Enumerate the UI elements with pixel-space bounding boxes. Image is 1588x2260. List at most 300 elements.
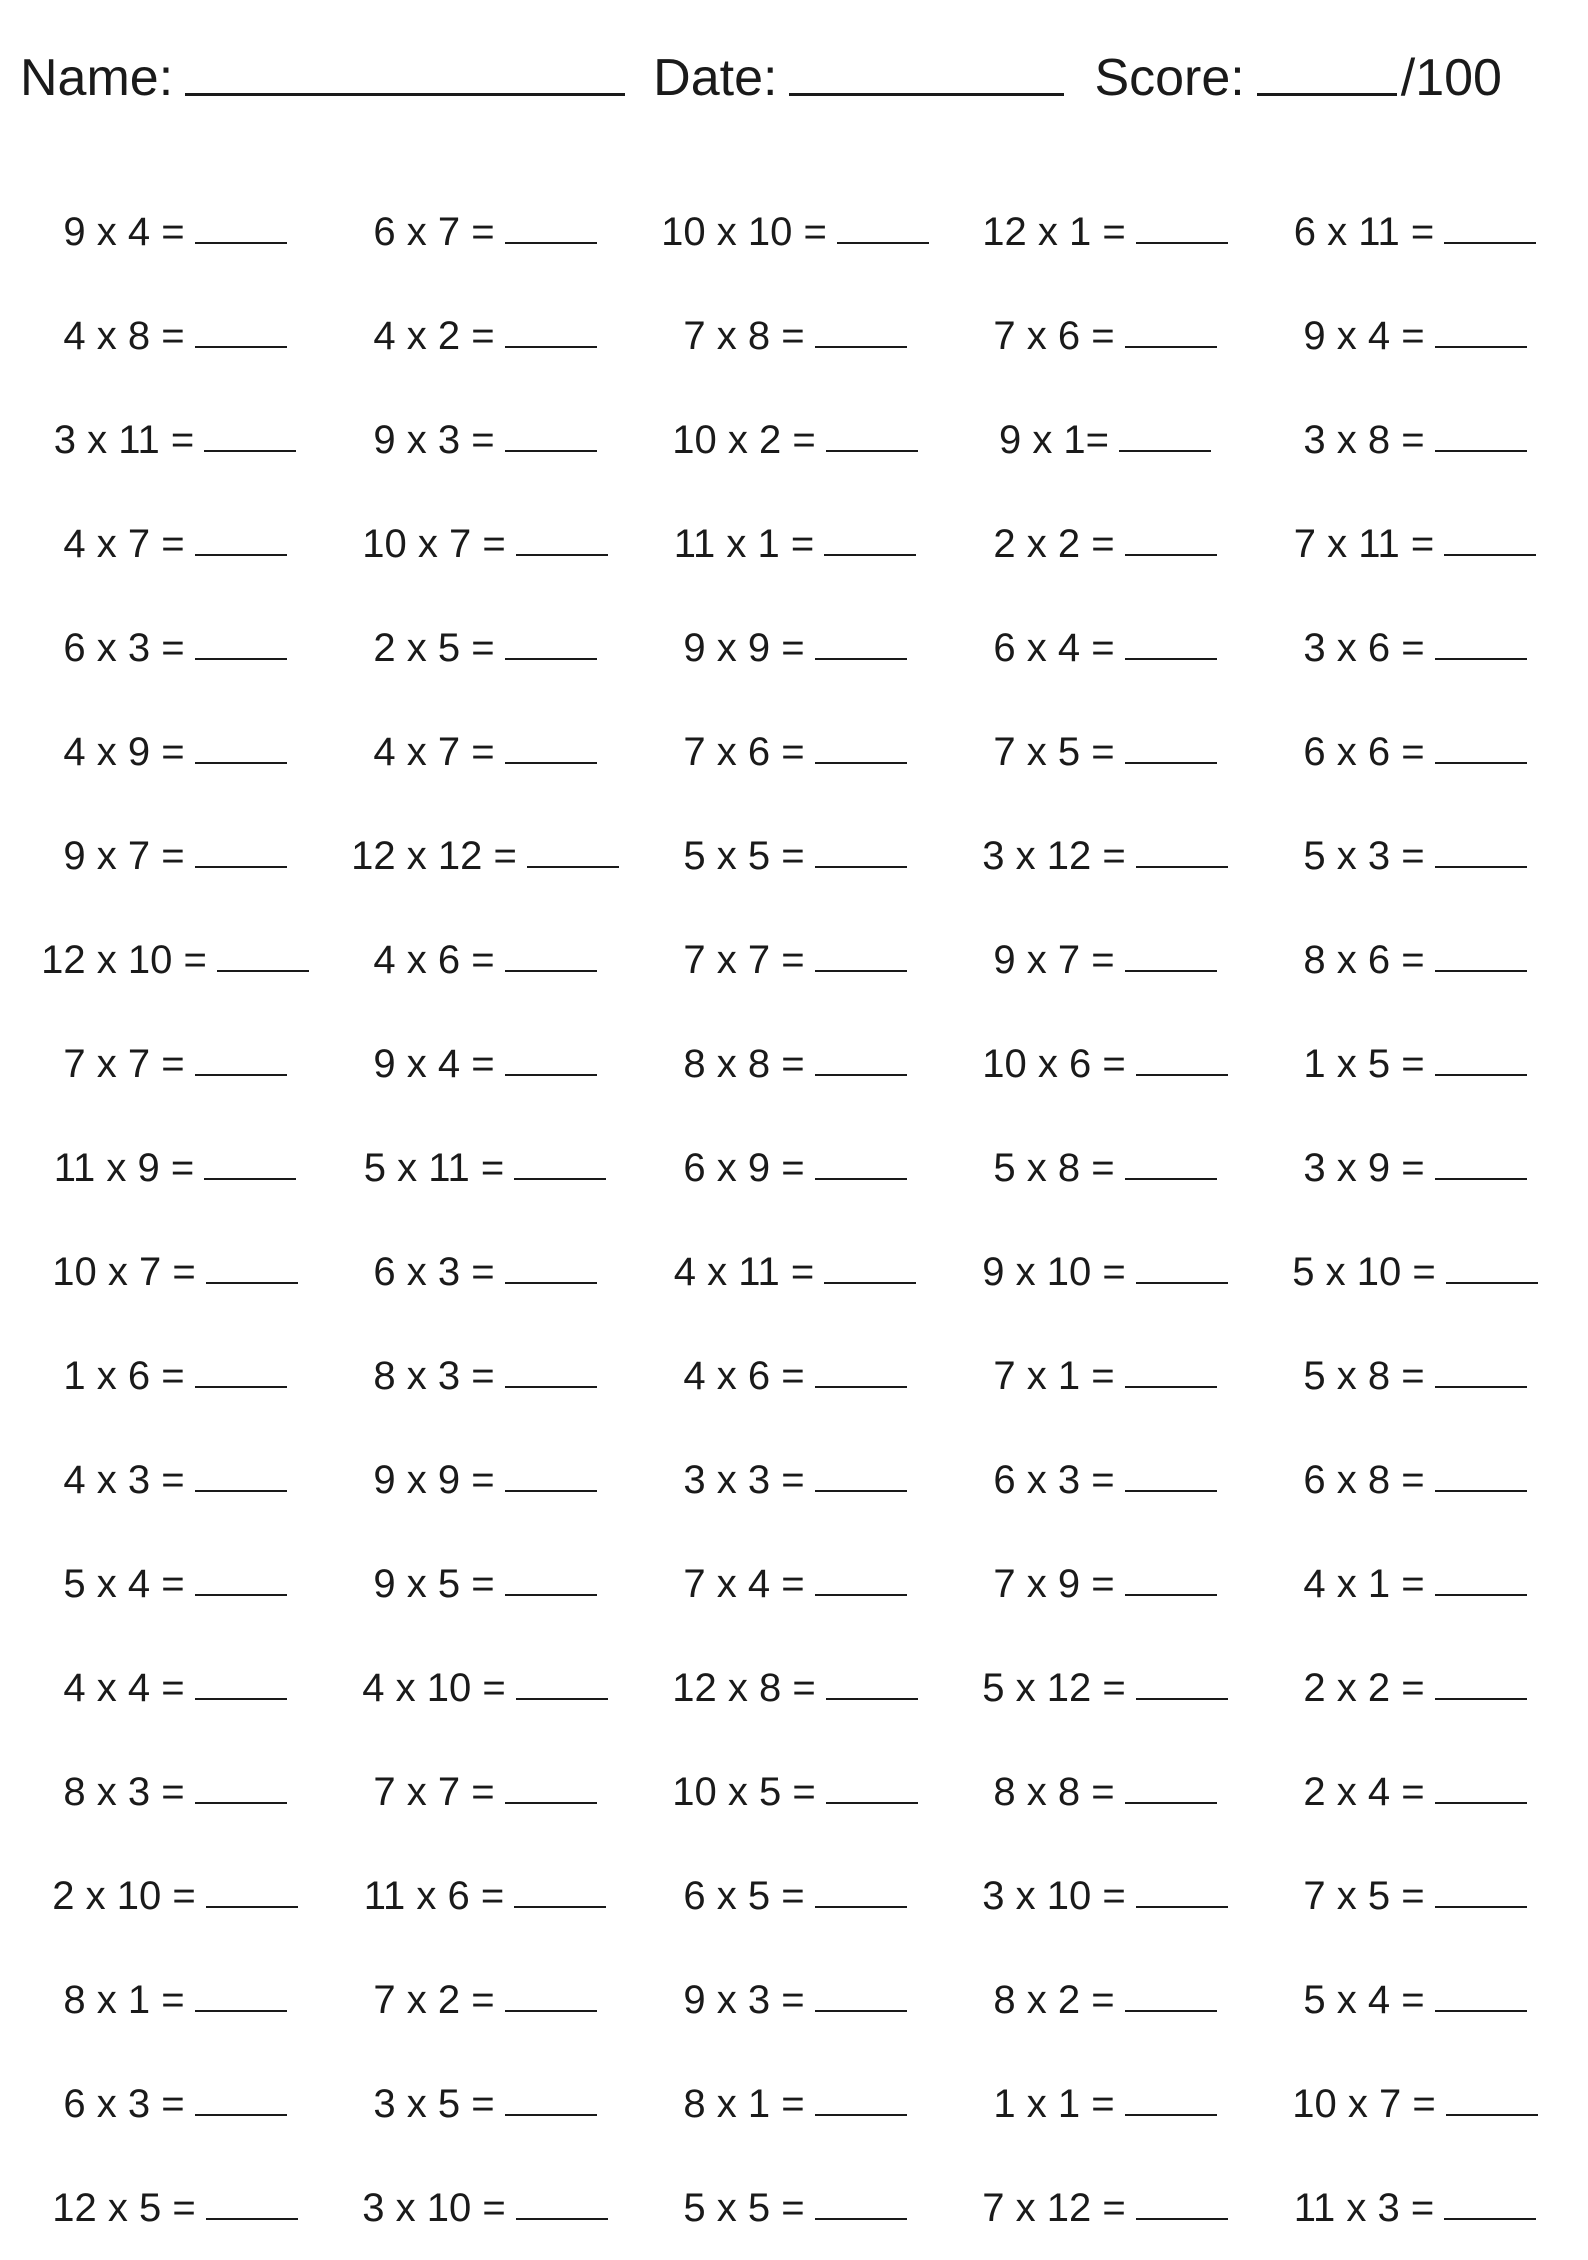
problem-text: 1 x 6 = [63,1353,185,1398]
problem-cell [20,804,330,908]
problem-cell [1260,1636,1570,1740]
answer-field[interactable] [505,450,597,452]
date-label: Date: [653,49,778,107]
problem-text: 11 x 6 = [363,1873,505,1918]
answer-field[interactable] [1435,658,1527,660]
problem-text: 7 x 4 = [683,1561,805,1606]
answer-field[interactable] [1446,1282,1538,1284]
problem-cell [640,1220,950,1324]
problem-text: 1 x 1 = [993,2081,1115,2126]
problem-cell [950,1532,1260,1636]
problem-cell [950,1012,1260,1116]
answer-field[interactable] [837,242,929,244]
problem-text: 7 x 7 = [373,1769,495,1814]
problem-cell [330,1844,640,1948]
problem-text: 5 x 8 = [993,1145,1115,1190]
answer-field[interactable] [1125,1490,1217,1492]
problem-text: 12 x 12 = [351,833,517,878]
problem-cell [1260,1428,1570,1532]
problem-cell [950,2156,1260,2260]
problem-cell [640,596,950,700]
problem-grid [20,180,1570,2230]
answer-field[interactable] [815,970,907,972]
problem-text: 8 x 8 = [683,1041,805,1086]
name-field[interactable] [185,93,625,96]
problem-text: 10 x 2 = [672,417,816,462]
problem-text: 8 x 8 = [993,1769,1115,1814]
problem-cell [640,700,950,804]
answer-field[interactable] [195,346,287,348]
problem-cell [1260,388,1570,492]
answer-field[interactable] [527,866,619,868]
answer-field[interactable] [1125,346,1217,348]
problem-text: 3 x 12 = [982,833,1126,878]
answer-field[interactable] [824,554,916,556]
answer-field[interactable] [195,866,287,868]
answer-field[interactable] [505,762,597,764]
problem-cell [330,1220,640,1324]
problem-text: 1 x 5 = [1303,1041,1425,1086]
problem-text: 7 x 6 = [683,729,805,774]
problem-text: 4 x 11 = [673,1249,815,1294]
problem-cell [20,700,330,804]
problem-cell [20,180,330,284]
problem-cell [330,388,640,492]
problem-cell [640,1532,950,1636]
answer-field[interactable] [815,1490,907,1492]
problem-text: 8 x 6 = [1303,937,1425,982]
answer-field[interactable] [505,2010,597,2012]
answer-field[interactable] [206,1282,298,1284]
answer-field[interactable] [1136,2218,1228,2220]
problem-text: 10 x 7 = [1292,2081,1436,2126]
answer-field[interactable] [505,1074,597,1076]
problem-cell [950,1948,1260,2052]
problem-text: 5 x 10 = [1292,1249,1436,1294]
problem-cell [950,596,1260,700]
answer-field[interactable] [815,2010,907,2012]
answer-field[interactable] [505,1802,597,1804]
problem-cell [1260,908,1570,1012]
answer-field[interactable] [1435,762,1527,764]
answer-field[interactable] [505,970,597,972]
answer-field[interactable] [1435,970,1527,972]
problem-cell [950,492,1260,596]
answer-field[interactable] [516,554,608,556]
answer-field[interactable] [1435,1490,1527,1492]
problem-cell [950,804,1260,908]
problem-text: 9 x 3 = [683,1977,805,2022]
problem-text: 3 x 8 = [1303,417,1425,462]
answer-field[interactable] [1125,1386,1217,1388]
problem-cell [1260,2052,1570,2156]
problem-cell [950,1324,1260,1428]
problem-text: 4 x 3 = [63,1457,185,1502]
problem-cell [950,700,1260,804]
problem-cell [1260,1532,1570,1636]
problem-text: 5 x 12 = [982,1665,1126,1710]
answer-field[interactable] [815,1386,907,1388]
answer-field[interactable] [1446,2114,1538,2116]
problem-text: 3 x 11 = [53,417,195,462]
answer-field[interactable] [826,1802,918,1804]
answer-field[interactable] [1435,1386,1527,1388]
problem-text: 9 x 5 = [373,1561,495,1606]
answer-field[interactable] [204,1178,296,1180]
worksheet-header [20,38,1570,108]
problem-cell [330,2052,640,2156]
problem-text: 7 x 6 = [993,313,1115,358]
problem-text: 9 x 7 = [993,937,1115,982]
problem-text: 12 x 8 = [672,1665,816,1710]
problem-text: 6 x 8 = [1303,1457,1425,1502]
answer-field[interactable] [1136,1906,1228,1908]
problem-text: 2 x 2 = [1303,1665,1425,1710]
answer-field[interactable] [505,658,597,660]
answer-field[interactable] [206,1906,298,1908]
problem-cell [20,492,330,596]
problem-text: 4 x 6 = [373,937,495,982]
answer-field[interactable] [1435,1802,1527,1804]
problem-text: 3 x 10 = [982,1873,1126,1918]
answer-field[interactable] [195,2114,287,2116]
problem-text: 4 x 10 = [362,1665,506,1710]
problem-cell [330,284,640,388]
answer-field[interactable] [1444,554,1536,556]
answer-field[interactable] [815,1074,907,1076]
problem-cell [20,1012,330,1116]
answer-field[interactable] [217,970,309,972]
answer-field[interactable] [815,866,907,868]
problem-cell [1260,492,1570,596]
problem-cell [20,1116,330,1220]
answer-field[interactable] [815,658,907,660]
problem-cell [640,1012,950,1116]
problem-text: 5 x 4 = [63,1561,185,1606]
problem-text: 4 x 6 = [683,1353,805,1398]
answer-field[interactable] [505,1594,597,1596]
answer-field[interactable] [1125,2010,1217,2012]
problem-text: 7 x 2 = [373,1977,495,2022]
problem-cell [640,804,950,908]
problem-text: 11 x 1 = [673,521,815,566]
problem-cell [1260,1116,1570,1220]
answer-field[interactable] [505,242,597,244]
problem-text: 2 x 2 = [993,521,1115,566]
problem-text: 10 x 6 = [982,1041,1126,1086]
answer-field[interactable] [505,346,597,348]
answer-field[interactable] [516,1698,608,1700]
problem-cell [640,492,950,596]
problem-text: 9 x 4 = [373,1041,495,1086]
answer-field[interactable] [195,1802,287,1804]
problem-cell [640,1116,950,1220]
answer-field[interactable] [505,2114,597,2116]
answer-field[interactable] [514,1906,606,1908]
answer-field[interactable] [1435,2010,1527,2012]
problem-text: 2 x 5 = [373,625,495,670]
problem-text: 4 x 4 = [63,1665,185,1710]
date-field[interactable] [789,93,1064,96]
problem-cell [950,1636,1260,1740]
problem-text: 6 x 3 = [63,625,185,670]
problem-text: 10 x 10 = [661,209,827,254]
problem-cell [1260,180,1570,284]
problem-cell [640,1636,950,1740]
problem-text: 5 x 5 = [683,2185,805,2230]
problem-text: 11 x 3 = [1293,2185,1435,2230]
problem-cell [20,1532,330,1636]
answer-field[interactable] [1136,1282,1228,1284]
score-label: Score: [1094,49,1245,107]
answer-field[interactable] [516,2218,608,2220]
problem-cell [20,2052,330,2156]
problem-text: 10 x 7 = [52,1249,196,1294]
answer-field[interactable] [195,554,287,556]
answer-field[interactable] [195,1386,287,1388]
answer-field[interactable] [505,1282,597,1284]
answer-field[interactable] [195,242,287,244]
problem-cell [330,1012,640,1116]
problem-text: 12 x 10 = [41,937,207,982]
answer-field[interactable] [1125,762,1217,764]
problem-cell [640,908,950,1012]
problem-cell [640,1948,950,2052]
problem-text: 3 x 10 = [362,2185,506,2230]
answer-field[interactable] [1125,554,1217,556]
answer-field[interactable] [1136,1698,1228,1700]
problem-cell [1260,1324,1570,1428]
answer-field[interactable] [1435,1074,1527,1076]
problem-cell [950,1844,1260,1948]
answer-field[interactable] [195,2010,287,2012]
problem-text: 3 x 5 = [373,2081,495,2126]
problem-cell [20,388,330,492]
problem-cell [1260,1844,1570,1948]
problem-cell [20,1220,330,1324]
problem-text: 8 x 3 = [63,1769,185,1814]
problem-text: 4 x 7 = [373,729,495,774]
problem-text: 7 x 7 = [683,937,805,982]
problem-text: 5 x 11 = [363,1145,505,1190]
problem-cell [950,1116,1260,1220]
problem-cell [20,596,330,700]
problem-text: 9 x 1= [998,417,1110,462]
problem-cell [20,1428,330,1532]
problem-text: 8 x 3 = [373,1353,495,1398]
problem-text: 4 x 8 = [63,313,185,358]
problem-cell [640,180,950,284]
answer-field[interactable] [195,658,287,660]
problem-cell [20,1324,330,1428]
problem-cell [330,1116,640,1220]
problem-cell [950,388,1260,492]
answer-field[interactable] [1125,1594,1217,1596]
problem-cell [20,284,330,388]
answer-field[interactable] [505,1386,597,1388]
answer-field[interactable] [1125,1802,1217,1804]
problem-cell [20,1948,330,2052]
score-total: /100 [1400,49,1502,107]
answer-field[interactable] [1435,1594,1527,1596]
problem-text: 7 x 5 = [1303,1873,1425,1918]
answer-field[interactable] [815,1906,907,1908]
problem-text: 8 x 2 = [993,1977,1115,2022]
problem-cell [640,1844,950,1948]
problem-cell [640,388,950,492]
answer-field[interactable] [1435,450,1527,452]
problem-text: 7 x 11 = [1293,521,1435,566]
problem-text: 9 x 4 = [63,209,185,254]
problem-text: 5 x 5 = [683,833,805,878]
problem-text: 6 x 5 = [683,1873,805,1918]
problem-text: 4 x 2 = [373,313,495,358]
problem-cell [20,1844,330,1948]
problem-text: 9 x 3 = [373,417,495,462]
answer-field[interactable] [195,1698,287,1700]
answer-field[interactable] [195,762,287,764]
answer-field[interactable] [815,2218,907,2220]
problem-text: 11 x 9 = [53,1145,195,1190]
problem-text: 8 x 1 = [683,2081,805,2126]
problem-text: 10 x 7 = [362,521,506,566]
answer-field[interactable] [1125,658,1217,660]
problem-cell [330,1948,640,2052]
problem-cell [330,2156,640,2260]
answer-field[interactable] [815,346,907,348]
answer-field[interactable] [1125,2114,1217,2116]
problem-cell [1260,596,1570,700]
problem-text: 4 x 9 = [63,729,185,774]
problem-text: 7 x 12 = [982,2185,1126,2230]
problem-cell [640,1324,950,1428]
answer-field[interactable] [1444,242,1536,244]
answer-field[interactable] [1136,866,1228,868]
answer-field[interactable] [195,1074,287,1076]
answer-field[interactable] [1435,866,1527,868]
answer-field[interactable] [195,1594,287,1596]
answer-field[interactable] [1125,970,1217,972]
problem-cell [1260,1220,1570,1324]
answer-field[interactable] [815,1178,907,1180]
problem-text: 5 x 4 = [1303,1977,1425,2022]
problem-cell [330,1324,640,1428]
problem-cell [1260,700,1570,804]
problem-text: 4 x 1 = [1303,1561,1425,1606]
answer-field[interactable] [1435,1178,1527,1180]
score-field[interactable] [1257,93,1397,96]
problem-cell [330,1532,640,1636]
name-label: Name: [20,49,174,107]
problem-cell [20,1740,330,1844]
problem-text: 3 x 6 = [1303,625,1425,670]
problem-cell [640,2156,950,2260]
answer-field[interactable] [815,2114,907,2116]
problem-text: 5 x 3 = [1303,833,1425,878]
problem-cell [20,908,330,1012]
problem-text: 2 x 4 = [1303,1769,1425,1814]
problem-cell [640,284,950,388]
problem-cell [950,284,1260,388]
problem-cell [330,1740,640,1844]
answer-field[interactable] [1435,1906,1527,1908]
answer-field[interactable] [1125,1178,1217,1180]
answer-field[interactable] [826,450,918,452]
problem-cell [950,1428,1260,1532]
problem-text: 10 x 5 = [672,1769,816,1814]
problem-cell [330,1636,640,1740]
answer-field[interactable] [824,1282,916,1284]
problem-cell [330,596,640,700]
problem-text: 7 x 9 = [993,1561,1115,1606]
answer-field[interactable] [206,2218,298,2220]
problem-text: 3 x 3 = [683,1457,805,1502]
problem-text: 12 x 5 = [52,2185,196,2230]
problem-text: 9 x 9 = [373,1457,495,1502]
problem-cell [1260,1740,1570,1844]
problem-text: 6 x 6 = [1303,729,1425,774]
problem-text: 7 x 8 = [683,313,805,358]
answer-field[interactable] [1136,1074,1228,1076]
problem-text: 12 x 1 = [982,209,1126,254]
problem-cell [330,908,640,1012]
problem-cell [330,180,640,284]
answer-field[interactable] [826,1698,918,1700]
problem-cell [640,1428,950,1532]
problem-cell [1260,2156,1570,2260]
problem-text: 7 x 1 = [993,1353,1115,1398]
answer-field[interactable] [195,1490,287,1492]
problem-text: 9 x 9 = [683,625,805,670]
problem-cell [950,180,1260,284]
answer-field[interactable] [505,1490,597,1492]
problem-cell [640,2052,950,2156]
problem-text: 9 x 4 = [1303,313,1425,358]
problem-cell [330,700,640,804]
problem-text: 6 x 7 = [373,209,495,254]
problem-text: 6 x 3 = [63,2081,185,2126]
problem-cell [1260,284,1570,388]
problem-text: 3 x 9 = [1303,1145,1425,1190]
problem-cell [330,1428,640,1532]
problem-cell [950,1220,1260,1324]
problem-cell [330,804,640,908]
problem-text: 5 x 8 = [1303,1353,1425,1398]
answer-field[interactable] [204,450,296,452]
problem-cell [330,492,640,596]
problem-cell [1260,1012,1570,1116]
answer-field[interactable] [1435,346,1527,348]
answer-field[interactable] [1444,2218,1536,2220]
problem-text: 9 x 10 = [982,1249,1126,1294]
problem-cell [20,2156,330,2260]
answer-field[interactable] [815,762,907,764]
problem-cell [640,1740,950,1844]
problem-text: 9 x 7 = [63,833,185,878]
problem-text: 6 x 9 = [683,1145,805,1190]
answer-field[interactable] [1119,450,1211,452]
answer-field[interactable] [1435,1698,1527,1700]
problem-text: 8 x 1 = [63,1977,185,2022]
answer-field[interactable] [815,1594,907,1596]
problem-text: 6 x 3 = [373,1249,495,1294]
problem-text: 6 x 4 = [993,625,1115,670]
problem-text: 6 x 11 = [1293,209,1435,254]
problem-cell [950,1740,1260,1844]
answer-field[interactable] [1136,242,1228,244]
answer-field[interactable] [514,1178,606,1180]
problem-cell [1260,1948,1570,2052]
